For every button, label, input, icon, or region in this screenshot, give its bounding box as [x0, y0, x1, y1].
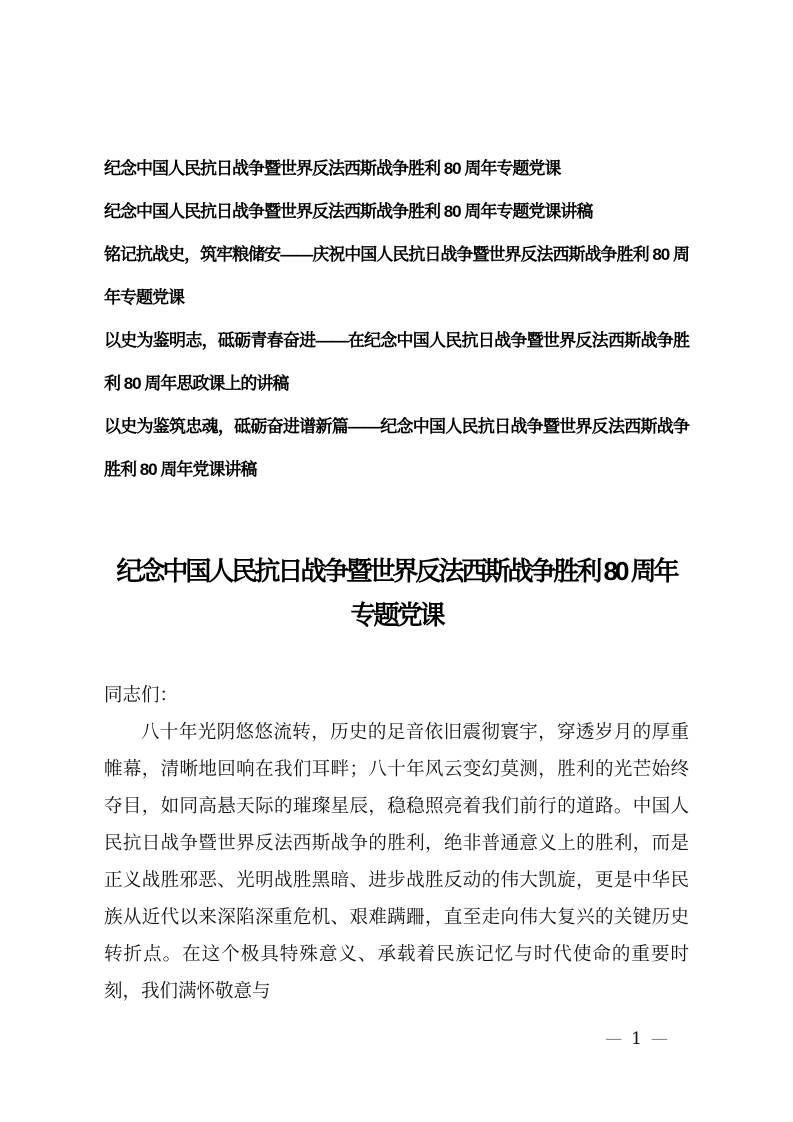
related-title-4: 以史为鉴明志，砥砺青春奋进——在纪念中国人民抗日战争暨世界反法西斯战争胜利 80 周年思政课上的讲稿 [104, 331, 689, 393]
salutation: 同志们： [104, 685, 179, 706]
document-title [104, 549, 689, 637]
document-body [104, 677, 689, 1010]
related-title-3: 铭记抗战史，筑牢粮储安——庆祝中国人民抗日战争暨世界反法西斯战争胜利 80 周年专题党课 [104, 245, 689, 307]
related-title-1: 纪念中国人民抗日战争暨世界反法西斯战争胜利 80 周年专题党课 [104, 159, 561, 178]
page-number: 1 [631, 1029, 642, 1049]
body-paragraph-1: 八十年光阴悠悠流转，历史的足音依旧震彻寰宇，穿透岁月的厚重帷幕，清晰地回响在我们耳畔；八十年风云变幻莫测，胜利的光芒始终夺目，如同高悬天际的璀璨星辰，稳稳照亮着我们前行的道路。中国人民抗日战争暨世界反法西斯战争的胜利，绝非普通意义上的胜利，而是正义战胜邪恶、光明战胜黑暗、进步战胜反动的伟大凯旋，更是中华民族从近代以来深陷深重危机、艰难蹒跚，直至走向伟大复兴的关键历史转折点。在这个极具特殊意义、承载着民族记忆与时代使命的重要时刻，我们满怀敬意与 [104, 722, 689, 1002]
related-titles-list [104, 147, 689, 491]
footer-right-dash: — [651, 1029, 668, 1049]
document-title-line-1: 纪念中国人民抗日战争暨世界反法西斯战争胜利 80 周年 [116, 556, 677, 586]
page-footer [605, 1028, 668, 1050]
footer-left-dash: — [605, 1029, 623, 1049]
related-title-2: 纪念中国人民抗日战争暨世界反法西斯战争胜利 80 周年专题党课讲稿 [104, 202, 593, 221]
document-title-line-2: 专题党课 [350, 600, 443, 630]
related-title-5: 以史为鉴筑忠魂，砥砺奋进谱新篇——纪念中国人民抗日战争暨世界反法西斯战争胜利 80 周年党课讲稿 [104, 417, 689, 479]
